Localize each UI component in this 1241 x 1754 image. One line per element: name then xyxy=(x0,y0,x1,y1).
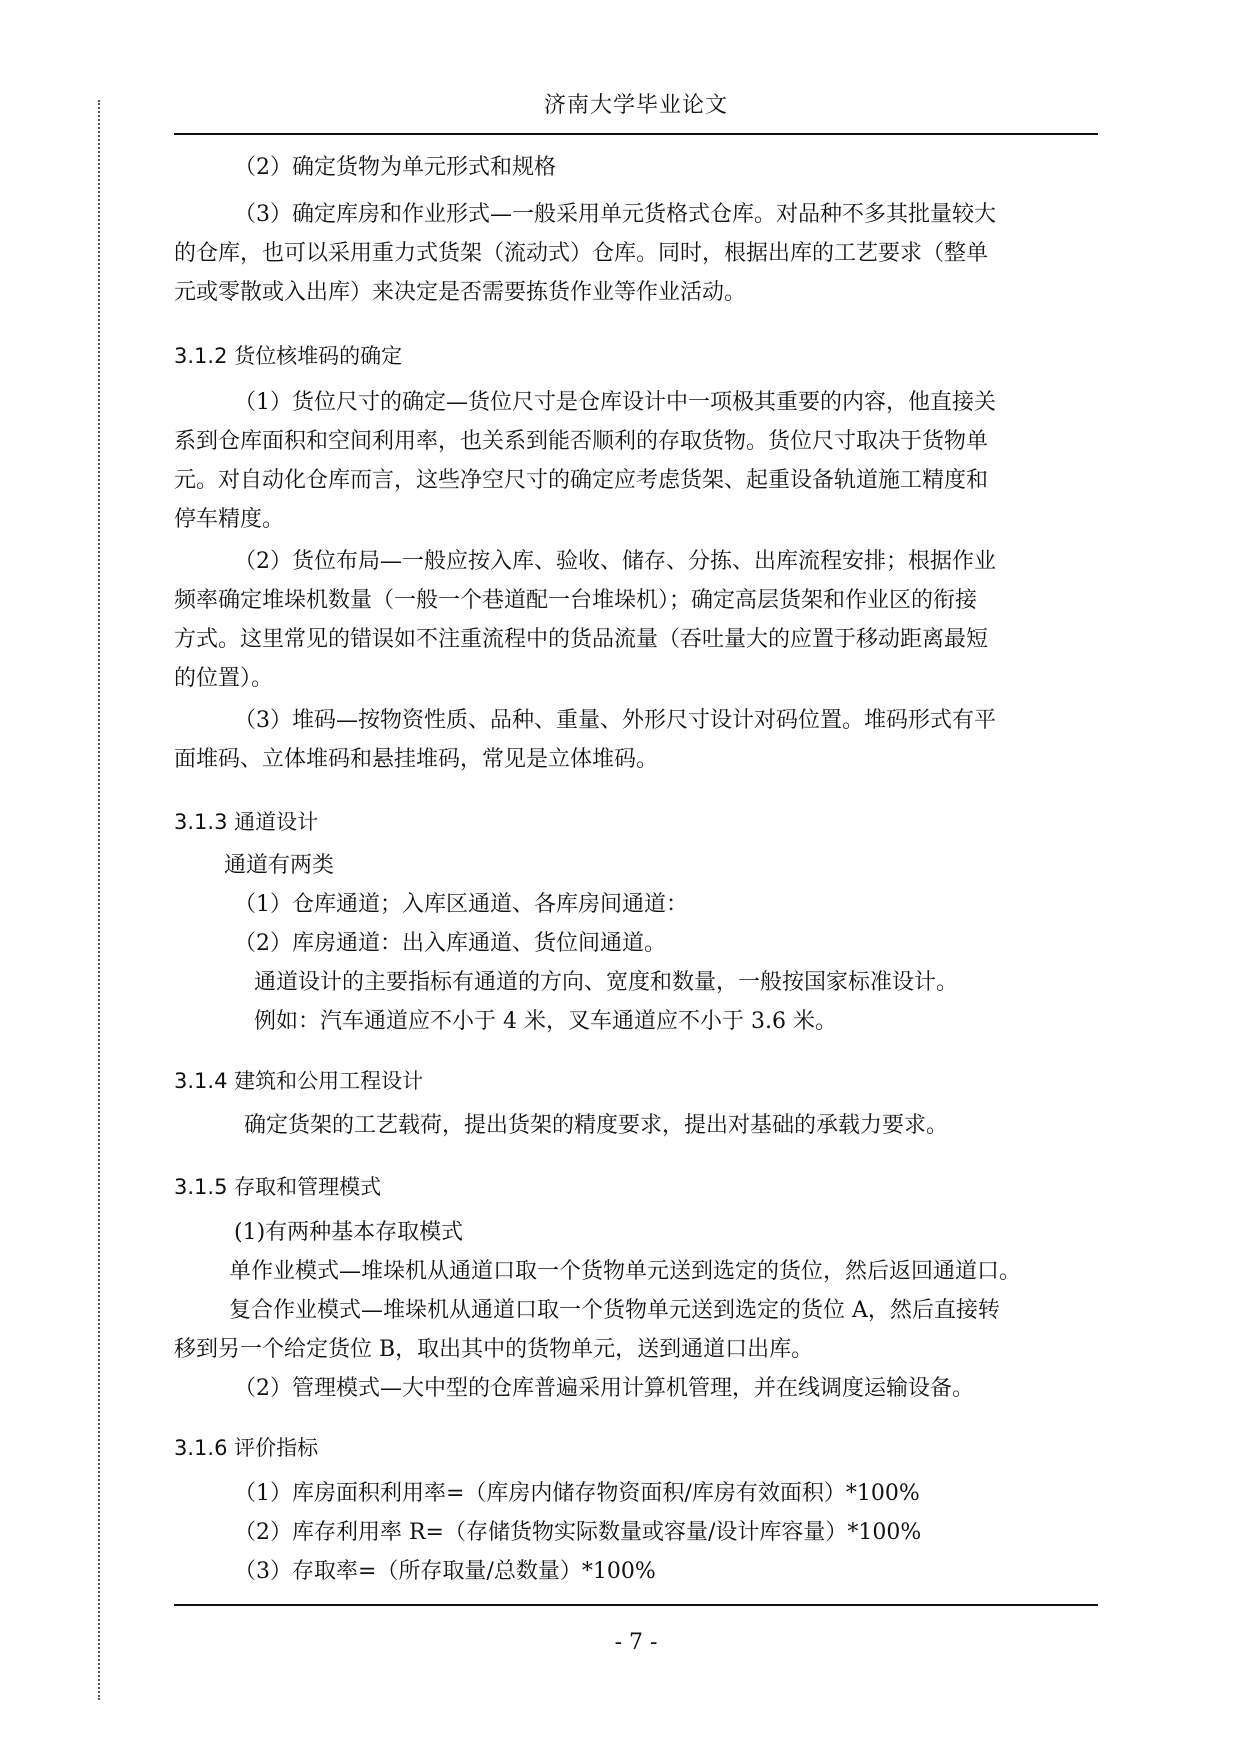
paragraph-line: 通道有两类 xyxy=(224,853,335,878)
paragraph-line: （1）货位尺寸的确定—货位尺寸是仓库设计中一项极其重要的内容，他直接关 xyxy=(234,390,996,415)
paragraph-line: （2）确定货物为单元形式和规格 xyxy=(234,155,556,180)
paragraph-line: 单作业模式—堆垛机从通道口取一个货物单元送到选定的货位，然后返回通道口。 xyxy=(229,1259,1022,1284)
paragraph-line: （3）确定库房和作业形式—一般采用单元货格式仓库。对品种不多其批量较大 xyxy=(234,202,996,227)
page-number: - 7 - xyxy=(614,1630,658,1655)
paragraph-line: 例如：汽车通道应不小于 4 米，叉车通道应不小于 3.6 米。 xyxy=(254,1009,837,1034)
section-heading-3-1-4: 3.1.4 建筑和公用工程设计 xyxy=(174,1069,424,1093)
paragraph-line: （2）库房通道：出入库通道、货位间通道。 xyxy=(234,931,666,956)
paragraph-line: （2）库存利用率 R=（存储货物实际数量或容量/设计库容量）*100% xyxy=(234,1520,922,1545)
paragraph-line: 确定货架的工艺载荷，提出货架的精度要求，提出对基础的承载力要求。 xyxy=(244,1113,949,1138)
paragraph-line: （2）管理模式—大中型的仓库普遍采用计算机管理，并在线调度运输设备。 xyxy=(234,1376,974,1401)
paragraph-line: （1）库房面积利用率=（库房内储存物资面积/库房有效面积）*100% xyxy=(234,1481,920,1506)
paragraph-line: 移到另一个给定货位 B，取出其中的货物单元，送到通道口出库。 xyxy=(174,1337,814,1362)
header-rule xyxy=(174,133,1098,135)
paragraph-line: 元或零散或入出库）来决定是否需要拣货作业等作业活动。 xyxy=(174,280,747,305)
section-heading-3-1-2: 3.1.2 货位核堆码的确定 xyxy=(174,344,403,368)
paragraph-line: 元。对自动化仓库而言，这些净空尺寸的确定应考虑货架、起重设备轨道施工精度和 xyxy=(174,468,989,493)
paragraph-line: 的仓库，也可以采用重力式货架（流动式）仓库。同时，根据出库的工艺要求（整单 xyxy=(174,241,989,266)
paragraph-line: (1)有两种基本存取模式 xyxy=(234,1220,464,1245)
paragraph-line: 面堆码、立体堆码和悬挂堆码，常见是立体堆码。 xyxy=(174,747,659,772)
paragraph-line: （1）仓库通道；入库区通道、各库房间通道： xyxy=(234,892,688,917)
paragraph-line: 复合作业模式—堆垛机从通道口取一个货物单元送到选定的货位 A，然后直接转 xyxy=(229,1298,1000,1323)
paragraph-line: 停车精度。 xyxy=(174,507,285,532)
paragraph-line: 通道设计的主要指标有通道的方向、宽度和数量，一般按国家标准设计。 xyxy=(254,970,959,995)
paragraph-line: （3）堆码—按物资性质、品种、重量、外形尺寸设计对码位置。堆码形式有平 xyxy=(234,708,996,733)
section-heading-3-1-3: 3.1.3 通道设计 xyxy=(174,810,319,834)
paragraph-line: 频率确定堆垛机数量（一般一个巷道配一台堆垛机）；确定高层货架和作业区的衔接 xyxy=(174,588,978,613)
paragraph-line: 的位置）。 xyxy=(174,666,274,691)
section-heading-3-1-5: 3.1.5 存取和管理模式 xyxy=(174,1175,382,1199)
paragraph-line: 系到仓库面积和空间利用率，也关系到能否顺利的存取货物。货位尺寸取决于货物单 xyxy=(174,429,989,454)
page-header-title: 济南大学毕业论文 xyxy=(543,93,728,118)
footer-rule xyxy=(174,1604,1098,1606)
paragraph-line: （2）货位布局—一般应按入库、验收、储存、分拣、出库流程安排；根据作业 xyxy=(234,549,996,574)
binding-margin-line xyxy=(98,100,100,1700)
paragraph-line: 方式。这里常见的错误如不注重流程中的货品流量（吞吐量大的应置于移动距离最短 xyxy=(174,627,989,652)
section-heading-3-1-6: 3.1.6 评价指标 xyxy=(174,1436,319,1460)
paragraph-line: （3）存取率=（所存取量/总数量）*100% xyxy=(234,1559,656,1584)
